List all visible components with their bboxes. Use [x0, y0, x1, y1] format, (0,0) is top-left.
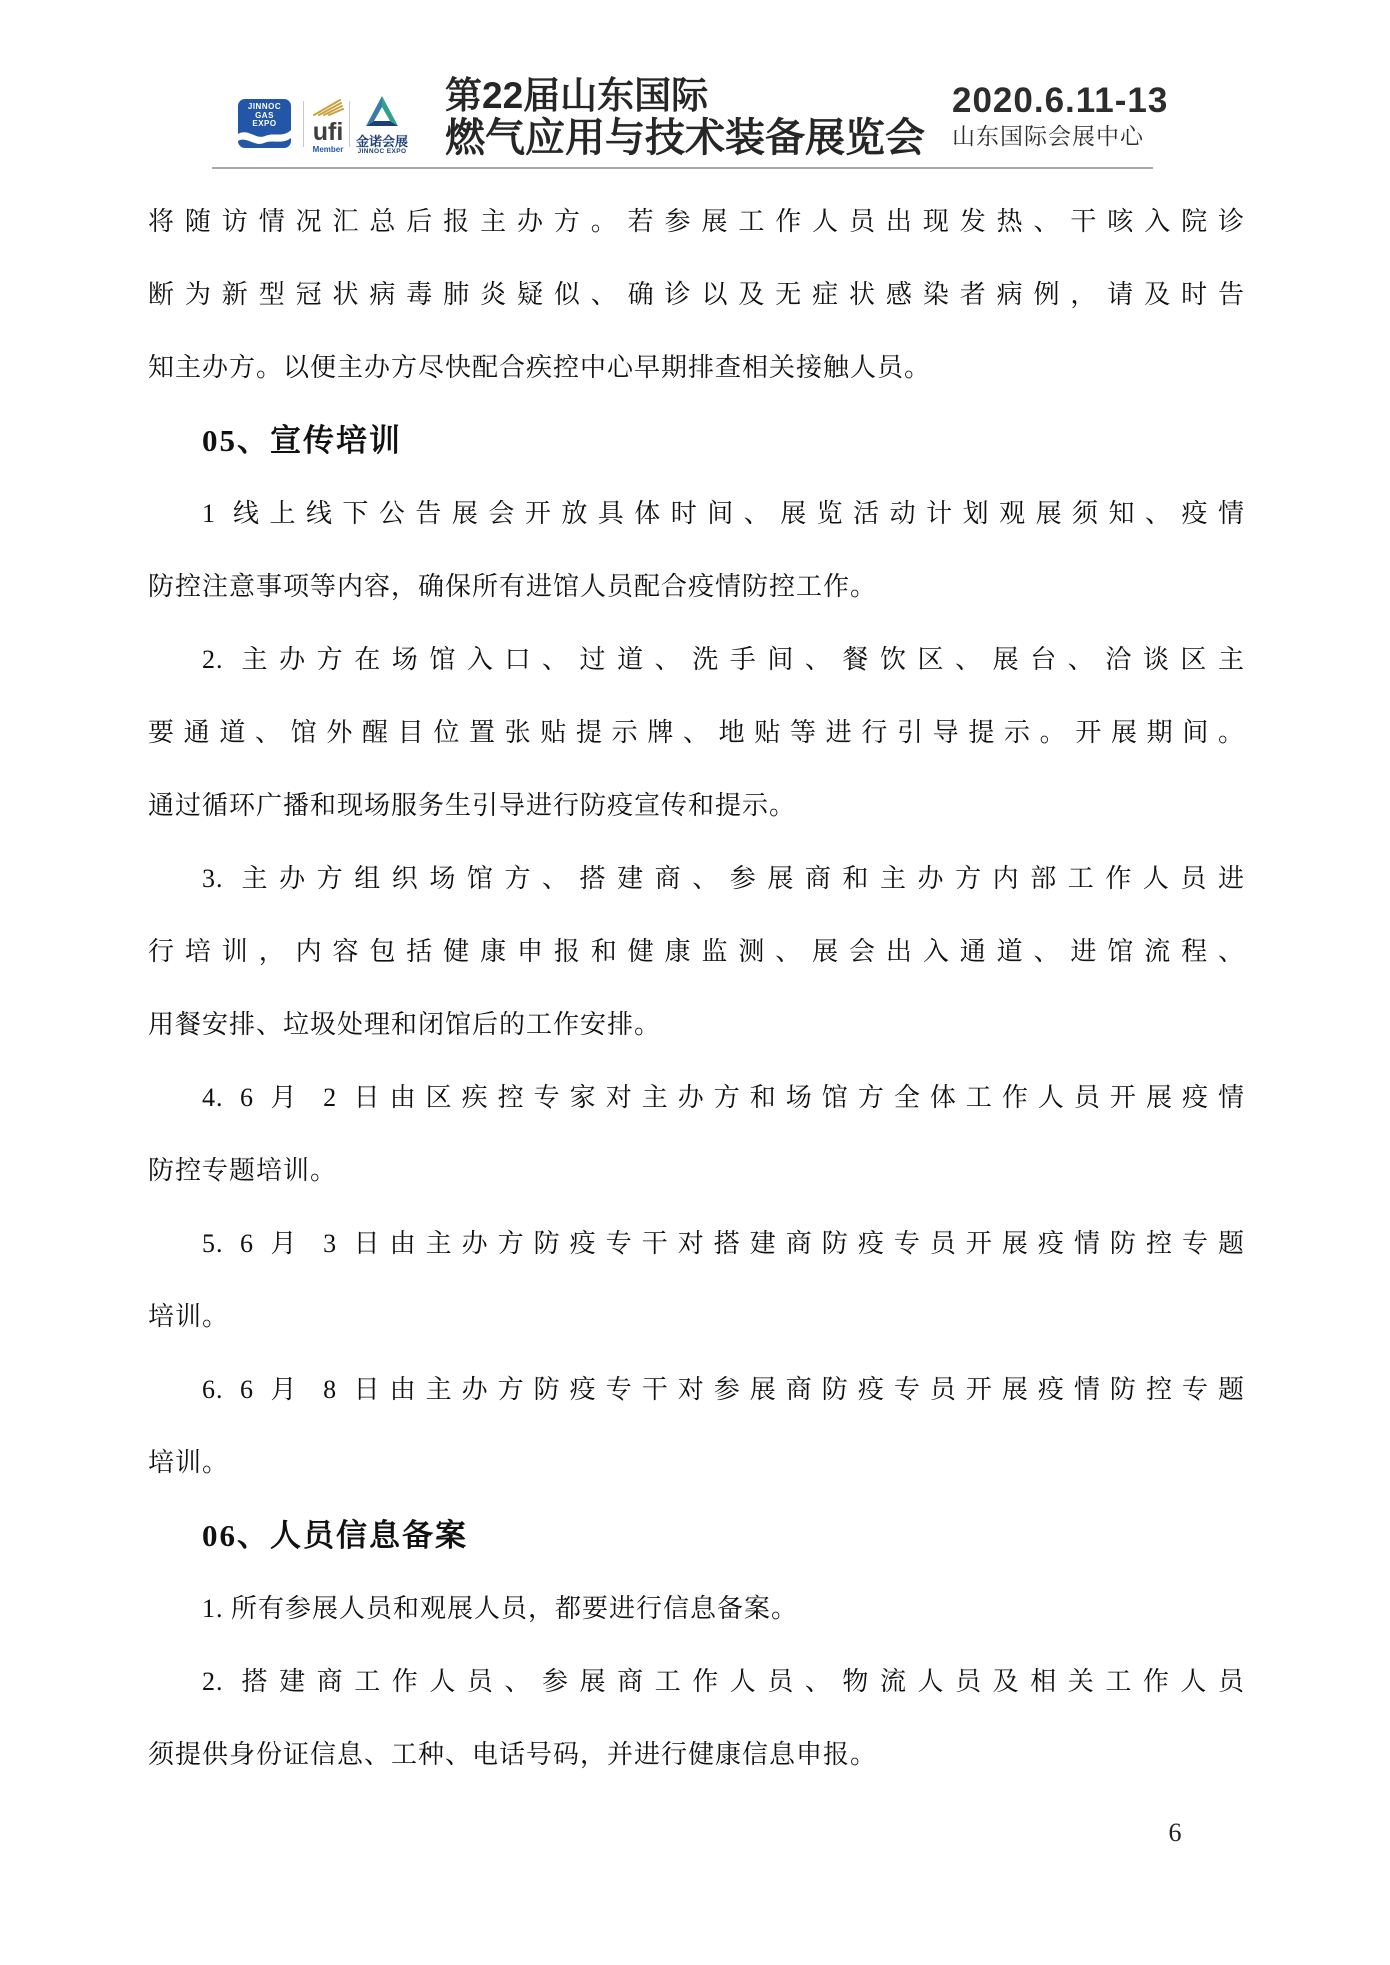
text-line: 4. 6 月 2 日由区疾控专家对主办方和场馆方全体工作人员开展疫情	[202, 1083, 1245, 1112]
text-line: 3. 主办方组织场馆方、搭建商、参展商和主办方内部工作人员进	[202, 864, 1245, 893]
text-line: 2. 主办方在场馆入口、过道、洗手间、餐饮区、展台、洽谈区主	[202, 645, 1245, 674]
ufi-fan-icon	[310, 97, 346, 116]
document-body	[148, 185, 1245, 1791]
expo-title-line1: 第22届山东国际	[445, 75, 709, 116]
text-line: 培训。	[148, 1302, 230, 1331]
text-line: 用餐安排、垃圾处理和闭馆后的工作安排。	[148, 1010, 662, 1039]
text-line: 须提供身份证信息、工种、电话号码，并进行健康信息申报。	[148, 1740, 878, 1769]
jinnoc-expo-en-label: JINNOC EXPO	[357, 148, 407, 155]
logo-divider	[303, 101, 304, 147]
expo-title	[445, 74, 925, 160]
jinnoc-expo-cn-label: 金诺会展	[355, 134, 408, 149]
section-heading-05: 05、宣传培训	[202, 423, 402, 458]
text-line: 2. 搭建商工作人员、参展商工作人员、物流人员及相关工作人员	[202, 1667, 1245, 1696]
text-line: 培训。	[148, 1448, 230, 1477]
event-date: 2020.6.11-13	[952, 81, 1169, 120]
jinnoc-expo-logo	[352, 95, 412, 155]
expo-title-line2: 燃气应用与技术装备展览会	[445, 116, 925, 160]
jinnoc-gas-expo-logo	[238, 99, 291, 148]
text-line: 1 线上线下公告展会开放具体时间、展览活动计划观展须知、疫情	[202, 499, 1245, 528]
text-line: 将随访情况汇总后报主办方。若参展工作人员出现发热、干咳入院诊	[148, 207, 1245, 236]
header-rule	[212, 167, 1153, 169]
jinnoc-logo-line3: EXPO	[252, 119, 277, 128]
jinnoc-logo-text	[238, 99, 291, 129]
logo-divider	[349, 101, 350, 147]
page-number: 6	[1168, 1818, 1182, 1847]
text-line: 1. 所有参展人员和观展人员，都要进行信息备案。	[202, 1594, 799, 1623]
text-line: 5. 6 月 3 日由主办方防疫专干对搭建商防疫专员开展疫情防控专题	[202, 1229, 1245, 1258]
ufi-logo-text: ufi	[312, 118, 344, 146]
jinnoc-logo-line2: GAS	[255, 110, 274, 120]
ufi-member-logo	[308, 97, 348, 154]
text-line: 行培训，内容包括健康申报和健康监测、展会出入通道、进馆流程、	[148, 937, 1245, 966]
ufi-member-label: Member	[312, 145, 344, 154]
section-heading-06: 06、人员信息备案	[202, 1518, 468, 1553]
text-line: 知主办方。以便主办方尽快配合疾控中心早期排查相关接触人员。	[148, 353, 932, 382]
jinnoc-logo-line1: JINNOC	[247, 102, 282, 111]
text-line: 6. 6 月 8 日由主办方防疫专干对参展商防疫专员开展疫情防控专题	[202, 1375, 1245, 1404]
event-info	[952, 82, 1168, 149]
text-line: 断为新型冠状病毒肺炎疑似、确诊以及无症状感染者病例，请及时告	[148, 280, 1245, 309]
text-line: 要通道、馆外醒目位置张贴提示牌、地贴等进行引导提示。开展期间。	[148, 718, 1245, 747]
text-line: 通过循环广播和现场服务生引导进行防疫宣传和提示。	[148, 791, 797, 820]
text-line: 防控专题培训。	[148, 1156, 338, 1185]
triangle-pinwheel-icon	[363, 95, 401, 129]
event-venue: 山东国际会展中心	[952, 123, 1144, 149]
text-line: 防控注意事项等内容，确保所有进馆人员配合疫情防控工作。	[148, 572, 878, 601]
